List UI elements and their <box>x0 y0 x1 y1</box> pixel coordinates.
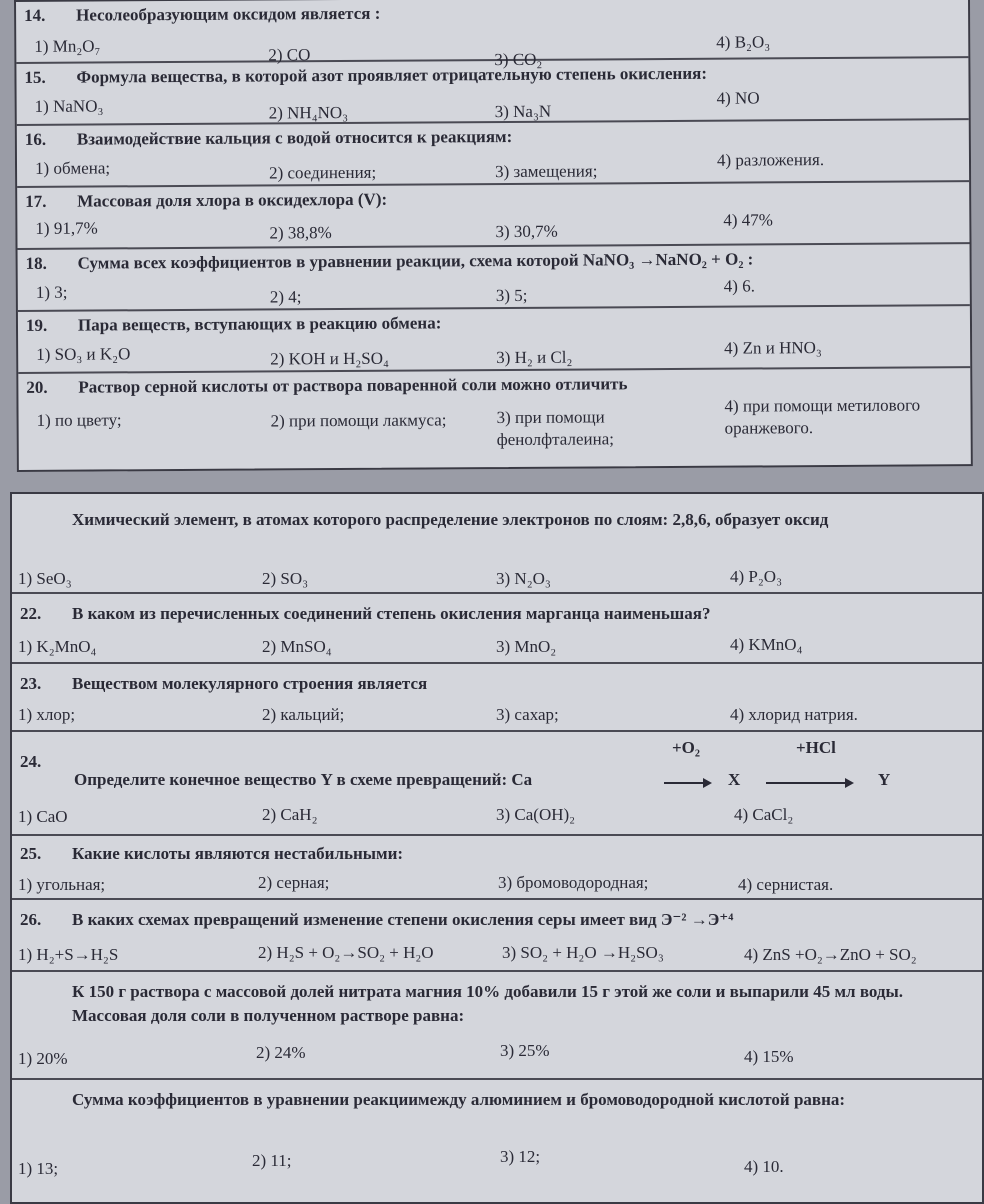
question-16 <box>17 120 969 188</box>
reagent-label-hcl: +HCl <box>796 738 836 757</box>
option-3[interactable]: 3) SO₂ + H₂O →H₂SO₃ <box>502 943 664 962</box>
option-4[interactable]: 4) 10. <box>744 1157 784 1176</box>
option-1[interactable]: 1) Mn₂O₇ <box>34 36 101 56</box>
option-2[interactable]: 2) CaH₂ <box>262 805 318 824</box>
question-text: Раствор серной кислоты от раствора поваренной соли можно отличить <box>78 374 628 397</box>
option-2[interactable]: 2) при помощи лакмуса; <box>270 410 447 431</box>
question-text: В каких схемах превращений изменение степени окисления серы имеет вид Э⁻² →Э⁺⁴ <box>72 910 734 929</box>
option-1[interactable]: 1) 91,7% <box>35 218 98 238</box>
option-1[interactable]: 1) 3; <box>35 282 68 302</box>
option-4[interactable]: 4) ZnS +O₂→ZnO + SO₂ <box>744 945 917 964</box>
question-text: Химический элемент, в атомах которого распределение электронов по слоям: 2,8,6, образует оксид <box>72 510 829 529</box>
question-text: Взаимодействие кальция с водой относится к реакциям: <box>76 126 513 149</box>
option-2[interactable]: 2) соединения; <box>269 162 377 183</box>
option-1[interactable]: 1) 20% <box>18 1049 68 1068</box>
question-number: 23. <box>20 674 42 693</box>
arrow-icon <box>766 782 852 784</box>
option-2[interactable]: 2) NH₄NO₃ <box>268 102 349 123</box>
question-number: 17. <box>25 191 47 211</box>
option-1[interactable]: 1) обмена; <box>34 158 111 178</box>
question-number: 18. <box>25 253 47 273</box>
option-4[interactable]: 4) при помощи метилового оранжевого. <box>724 395 921 438</box>
option-1[interactable]: 1) K₂MnO₄ <box>18 637 97 656</box>
reagent-label-o2: +O₂ <box>672 738 701 757</box>
option-3[interactable]: 3) бромоводородная; <box>498 873 649 892</box>
question-text: Несолеобразующим оксидом является : <box>76 3 381 25</box>
question-23 <box>12 664 982 732</box>
option-2[interactable]: 2) SO₃ <box>262 569 309 588</box>
option-3[interactable]: 3) CO₂ <box>494 49 543 70</box>
question-17 <box>17 182 969 250</box>
option-2[interactable]: 2) MnSO₄ <box>262 637 332 656</box>
option-1[interactable]: 1) SO₃ и K₂O <box>36 344 131 364</box>
option-3[interactable]: 3) N₂O₃ <box>496 569 551 588</box>
final-product-y: Y <box>878 770 891 789</box>
question-14 <box>16 0 968 70</box>
question-number: 16. <box>24 129 47 149</box>
option-4[interactable]: 4) 47% <box>723 210 773 230</box>
question-number <box>20 980 72 1004</box>
option-3[interactable]: 3) 12; <box>500 1147 541 1166</box>
option-2[interactable]: 2) 38,8% <box>269 223 332 243</box>
arrow-icon <box>664 782 710 784</box>
question-number: 19. <box>25 315 48 335</box>
question-text: В каком из перечисленных соединений степень окисления марганца наименьшая? <box>72 604 711 623</box>
intermediate-x: X <box>728 770 741 789</box>
option-3[interactable]: 3) Na₃N <box>494 101 552 122</box>
option-1[interactable]: 1) H₂+S→H₂S <box>18 945 119 964</box>
option-4[interactable]: 4) сернистая. <box>738 875 834 894</box>
question-24 <box>12 732 982 836</box>
option-1[interactable]: 1) хлор; <box>18 705 76 724</box>
option-1[interactable]: 1) CaO <box>18 807 68 826</box>
option-3[interactable]: 3) замещения; <box>494 161 598 182</box>
option-3[interactable]: 3) 5; <box>495 285 528 306</box>
question-number <box>20 1088 72 1112</box>
option-2[interactable]: 2) 24% <box>256 1043 306 1062</box>
question-28 <box>12 1080 982 1200</box>
question-text: Пара веществ, вступающих в реакцию обмена: <box>77 313 442 335</box>
question-text: Сумма всех коэффициентов в уравнении реакции, схема которой NaNO₃ →NaNO₂ + O₂ : <box>77 249 754 273</box>
option-2[interactable]: 2) 11; <box>252 1151 292 1170</box>
question-20 <box>18 368 971 470</box>
question-25 <box>12 836 982 900</box>
question-27 <box>12 972 982 1080</box>
option-4[interactable]: 4) разложения. <box>716 150 825 170</box>
question-15 <box>16 58 968 126</box>
question-text: Какие кислоты являются нестабильными: <box>72 844 404 863</box>
option-1[interactable]: 1) SeO₃ <box>18 569 72 588</box>
option-1[interactable]: 1) 13; <box>18 1159 59 1178</box>
question-19 <box>18 306 970 374</box>
option-1[interactable]: 1) NaNO₃ <box>34 96 104 116</box>
option-3[interactable]: 3) при помощи фенолфталеина; <box>496 407 615 450</box>
question-21 <box>12 494 982 594</box>
option-3[interactable]: 3) сахар; <box>496 705 559 724</box>
option-1[interactable]: 1) угольная; <box>18 875 106 894</box>
option-4[interactable]: 4) хлорид натрия. <box>730 705 858 724</box>
question-text: Формула вещества, в которой азот проявляет отрицательную степень окисления: <box>76 63 708 87</box>
question-number: 15. <box>24 67 46 87</box>
option-2[interactable]: 2) кальций; <box>262 705 345 724</box>
question-text: Сумма коэффициентов в уравнении реакциимежду алюминием и бромоводородной кислотой равна: <box>72 1090 846 1109</box>
option-4[interactable]: 4) NO <box>716 88 760 108</box>
option-2[interactable]: 2) KOH и H₂SO₄ <box>270 348 389 369</box>
option-1[interactable]: 1) по цвету; <box>36 410 122 430</box>
option-3[interactable]: 3) 25% <box>500 1041 550 1060</box>
question-number: 14. <box>24 5 46 25</box>
option-3[interactable]: 3) H₂ и Cl₂ <box>496 347 573 368</box>
test-sheet-upper <box>14 0 973 472</box>
question-number: 25. <box>20 844 42 863</box>
question-number: 24. <box>20 752 42 771</box>
option-4[interactable]: 4) KMnO₄ <box>730 635 803 654</box>
option-4[interactable]: 4) B₂O₃ <box>716 32 771 52</box>
option-4[interactable]: 4) CaCl₂ <box>734 805 794 824</box>
question-22 <box>12 594 982 664</box>
option-2[interactable]: 2) H₂S + O₂→SO₂ + H₂O <box>258 943 434 962</box>
question-number <box>20 508 72 532</box>
option-4[interactable]: 4) P₂O₃ <box>730 567 782 586</box>
option-2[interactable]: 2) серная; <box>258 873 330 892</box>
question-text: Определите конечное вещество Y в схеме превращений: Ca <box>74 770 533 789</box>
option-4[interactable]: 4) 15% <box>744 1047 794 1066</box>
option-4[interactable]: 4) Zn и HNO₃ <box>724 338 822 358</box>
question-text: Веществом молекулярного строения является <box>72 674 428 693</box>
test-sheet-lower <box>10 492 984 1204</box>
option-3[interactable]: 3) Ca(OH)₂ <box>496 805 576 824</box>
question-18 <box>18 244 970 312</box>
option-2[interactable]: 2) CO <box>268 45 311 65</box>
option-4[interactable]: 4) 6. <box>723 276 755 296</box>
question-number: 20. <box>26 377 48 397</box>
option-2[interactable]: 2) 4; <box>269 287 302 307</box>
question-text: Массовая доля хлора в оксидехлора (V): <box>77 189 388 211</box>
question-text: К 150 г раствора с массовой долей нитрата магния 10% добавили 15 г этой же соли и выпарили 45 мл воды. Массовая доля соли в полученном растворе равна: <box>72 982 904 1025</box>
question-26 <box>12 900 982 972</box>
question-number: 26. <box>20 910 42 929</box>
option-3[interactable]: 3) MnO₂ <box>496 637 557 656</box>
question-number: 22. <box>20 604 42 623</box>
option-3[interactable]: 3) 30,7% <box>495 221 558 242</box>
